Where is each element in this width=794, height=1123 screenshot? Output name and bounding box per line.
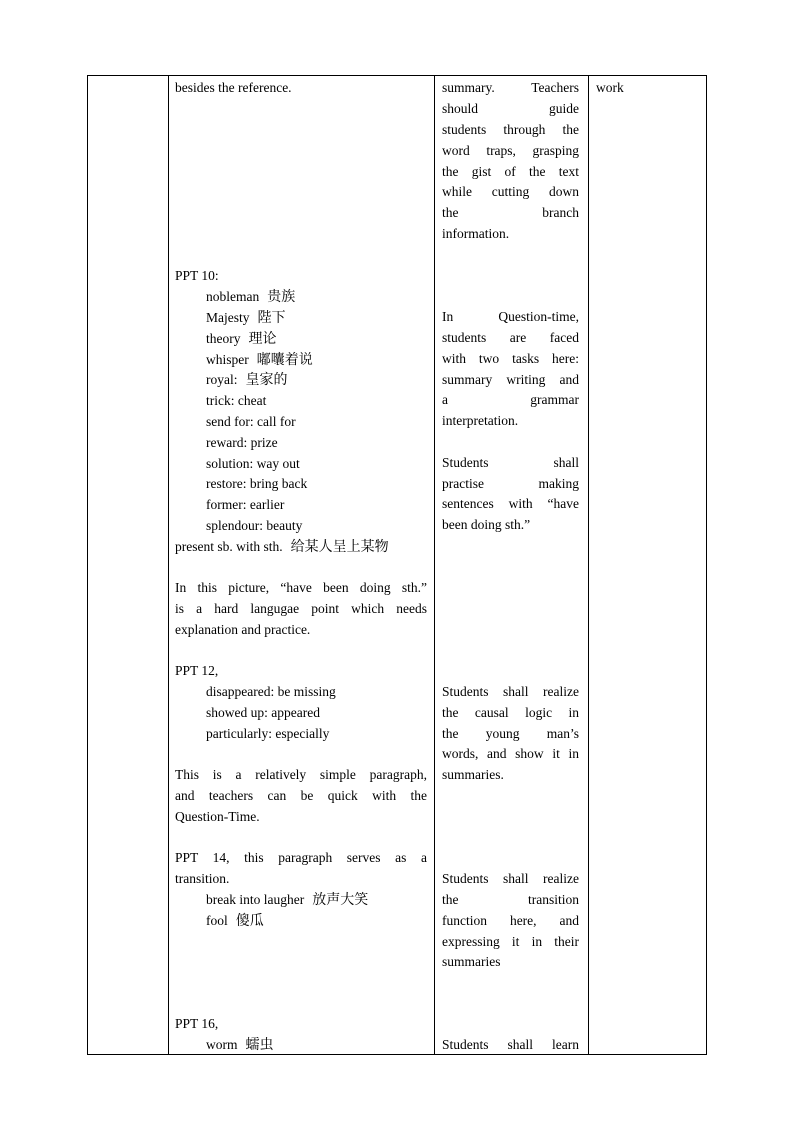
phrase-zh: 给某人呈上某物 (290, 539, 389, 555)
vocab-en: send for: call for (206, 414, 296, 429)
vocab-en: Majesty (206, 310, 250, 325)
vocab-item (206, 454, 300, 475)
ppt12-note-line: This is a relatively simple paragraph, (175, 767, 427, 782)
vocab-zh: 傻瓜 (235, 913, 264, 929)
vocab-zh: 放声大笑 (312, 892, 369, 908)
vocab-en: restore: bring back (206, 476, 308, 491)
objective-line: Students shall realize (442, 684, 579, 699)
objective-line: students are faced (442, 330, 579, 345)
vocab-en: royal: (206, 372, 238, 387)
column-3-cell (435, 76, 588, 1054)
vocab-item (206, 370, 288, 391)
objective-line: interpretation. (442, 413, 519, 428)
objective-line: summaries (442, 954, 501, 969)
vocab-item (206, 391, 266, 412)
column-1-cell (88, 76, 168, 1054)
ppt16-heading: PPT 16, (175, 1016, 219, 1031)
objective-line: expressing it in their (442, 934, 579, 949)
vocab-item (206, 890, 368, 911)
vocab-en: reward: prize (206, 435, 278, 450)
objective-line: students through the (442, 122, 579, 137)
vocab-zh: 嘟囔着说 (256, 352, 313, 368)
ppt10-heading: PPT 10: (175, 268, 219, 283)
column-4-cell (589, 76, 706, 1054)
objective-line: words, and show it in (442, 746, 579, 761)
vocab-item (206, 412, 296, 433)
vocab-item (206, 287, 295, 308)
ppt14-line: PPT 14, this paragraph serves as a (175, 850, 427, 865)
ppt12-note-line: and teachers can be quick with the (175, 788, 427, 803)
vocab-item (206, 474, 307, 495)
column-2-cell (169, 76, 434, 1054)
vocab-item (206, 308, 286, 329)
vocab-zh: 陛下 (257, 310, 286, 326)
objective-line: practise making (442, 476, 579, 491)
lesson-plan-table (87, 75, 707, 1055)
ppt10-note-line: explanation and practice. (175, 622, 311, 637)
vocab-en: fool (206, 913, 228, 928)
objective-line: the branch (442, 205, 579, 220)
ppt12-heading: PPT 12, (175, 663, 219, 678)
vocab-item (206, 495, 284, 516)
phrase-line (175, 537, 389, 558)
vocab-en: theory (206, 331, 241, 346)
objective-line: with two tasks here: (442, 351, 579, 366)
vocab-en: solution: way out (206, 456, 300, 471)
objective-line: word traps, grasping (442, 143, 579, 158)
column-4-text: work (596, 80, 624, 95)
vocab-zh: 理论 (248, 331, 277, 347)
vocab-en: former: earlier (206, 497, 285, 512)
vocab-item (206, 433, 278, 454)
objective-line: Students shall learn (442, 1037, 579, 1052)
phrase-en: present sb. with sth. (175, 539, 283, 554)
vocab-zh: 贵族 (267, 289, 296, 305)
objective-line: should guide (442, 101, 579, 116)
objective-line: summaries. (442, 767, 504, 782)
vocab-zh: 蠕虫 (245, 1037, 274, 1053)
vocab-en: splendour: beauty (206, 518, 303, 533)
objective-line: the causal logic in (442, 705, 579, 720)
objective-line: the young man’s (442, 726, 579, 741)
objective-line: summary writing and (442, 372, 579, 387)
vocab-item (206, 350, 313, 371)
vocab-zh: 皇家的 (245, 372, 288, 388)
intro-text: besides the reference. (175, 80, 292, 95)
vocab-item: disappeared: be missing (206, 684, 336, 699)
vocab-item (206, 516, 302, 537)
vocab-en: nobleman (206, 289, 260, 304)
vocab-item (206, 911, 264, 932)
vocab-item (206, 329, 277, 350)
vocab-en: worm (206, 1037, 238, 1052)
objective-line: Students shall realize (442, 871, 579, 886)
objective-line: the transition (442, 892, 579, 907)
ppt10-note-line: In this picture, “have been doing sth.” (175, 580, 427, 595)
objective-line: information. (442, 226, 510, 241)
vocab-item: showed up: appeared (206, 705, 320, 720)
vocab-item (206, 1035, 274, 1054)
ppt10-note-line: is a hard langugae point which needs (175, 601, 427, 616)
vocab-item: particularly: especially (206, 726, 330, 741)
objective-line: In Question-time, (442, 309, 579, 324)
ppt14-line: transition. (175, 871, 230, 886)
objective-line: function here, and (442, 913, 579, 928)
objective-line: a grammar (442, 392, 579, 407)
vocab-en: trick: cheat (206, 393, 267, 408)
objective-line: while cutting down (442, 184, 579, 199)
vocab-en: whisper (206, 352, 249, 367)
objective-line: been doing sth.” (442, 517, 531, 532)
objective-line: summary. Teachers (442, 80, 579, 95)
objective-line: sentences with “have (442, 496, 579, 511)
objective-line: Students shall (442, 455, 579, 470)
ppt12-note-line: Question-Time. (175, 809, 260, 824)
vocab-en: break into laugher (206, 892, 305, 907)
objective-line: the gist of the text (442, 164, 579, 179)
